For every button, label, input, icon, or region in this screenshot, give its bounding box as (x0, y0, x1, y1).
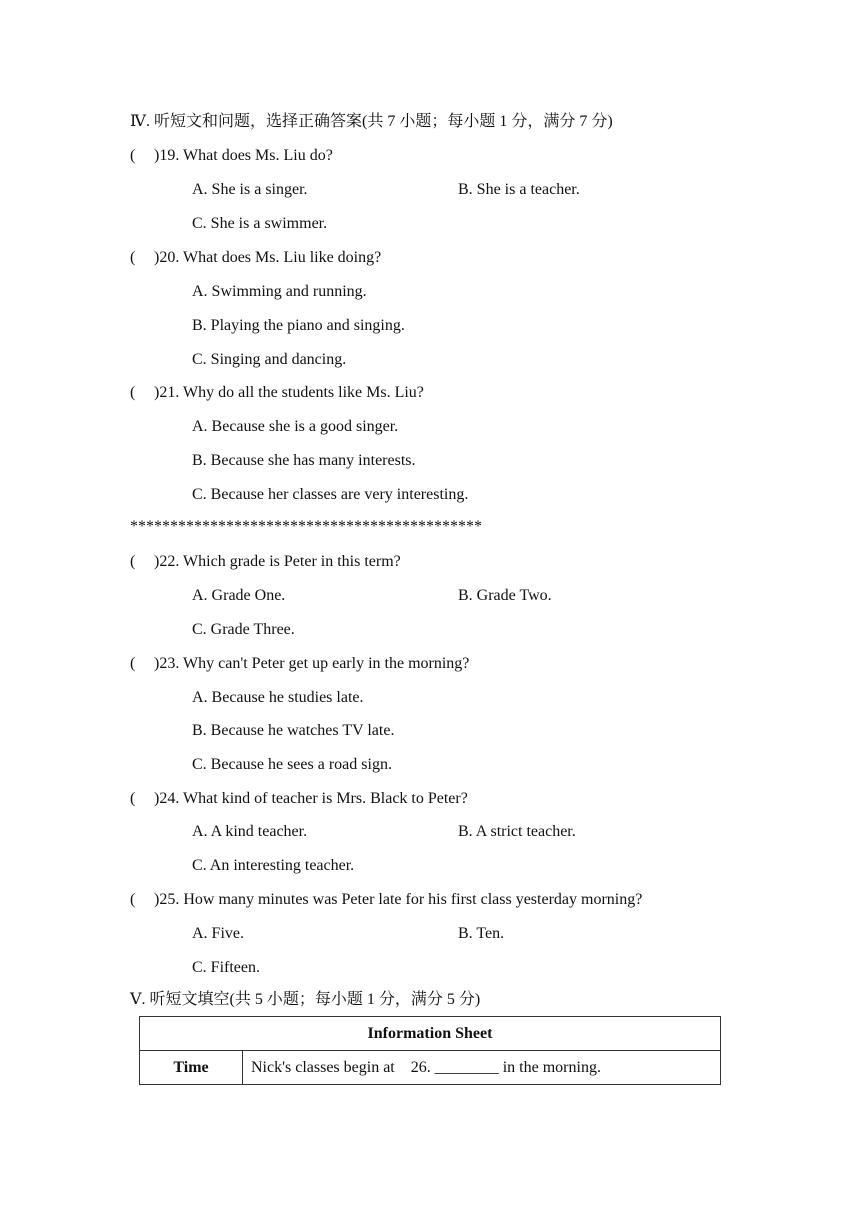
answer-paren: ( (130, 553, 136, 570)
answer-paren: ( (130, 891, 136, 908)
question-25 (130, 890, 642, 910)
option-c: C. Because he sees a road sign. (192, 756, 392, 773)
question-text: )24. What kind of teacher is Mrs. Black to Peter? (154, 790, 468, 807)
section-5-title: Ⅴ. 听短文填空(共 5 小题；每小题 1 分，满分 5 分) (130, 991, 481, 1008)
question-24 (130, 789, 468, 809)
question-text: )23. Why can't Peter get up early in the morning? (154, 655, 470, 672)
question-text: )19. What does Ms. Liu do? (154, 147, 333, 164)
question-20 (130, 248, 381, 268)
answer-paren: ( (130, 790, 136, 807)
table-header: Information Sheet (140, 1017, 721, 1051)
option-a: A. Five. (192, 925, 244, 942)
option-b: B. Because she has many interests. (192, 452, 416, 469)
option-b: B. A strict teacher. (458, 823, 576, 840)
option-c: C. Grade Three. (192, 621, 295, 638)
option-a: A. Because she is a good singer. (192, 418, 399, 435)
question-23 (130, 654, 469, 674)
option-a: A. Grade One. (192, 587, 286, 604)
option-c: C. Singing and dancing. (192, 351, 347, 368)
row-label: Time (140, 1051, 243, 1085)
option-b: B. She is a teacher. (458, 181, 580, 198)
answer-paren: ( (130, 655, 136, 672)
information-sheet-table (139, 1016, 721, 1085)
option-c: C. Because her classes are very interesting. (192, 486, 469, 503)
question-text: )21. Why do all the students like Ms. Liu? (154, 384, 424, 401)
option-a: A. She is a singer. (192, 181, 308, 198)
option-b: B. Ten. (458, 925, 505, 942)
option-b: B. Playing the piano and singing. (192, 317, 405, 334)
option-a: A. Because he studies late. (192, 689, 364, 706)
option-b: B. Because he watches TV late. (192, 722, 395, 739)
section-4-title: Ⅳ. 听短文和问题，选择正确答案(共 7 小题；每小题 1 分，满分 7 分) (130, 113, 613, 130)
row-content: Nick's classes begin at 26. ________ in the morning. (243, 1051, 721, 1085)
option-a: A. A kind teacher. (192, 823, 308, 840)
option-c: C. She is a swimmer. (192, 215, 328, 232)
question-22 (130, 552, 401, 572)
question-21 (130, 383, 424, 403)
question-text: )22. Which grade is Peter in this term? (154, 553, 401, 570)
option-c: C. An interesting teacher. (192, 857, 355, 874)
answer-paren: ( (130, 249, 136, 266)
question-text: )20. What does Ms. Liu like doing? (154, 249, 382, 266)
question-text: )25. How many minutes was Peter late for his first class yesterday morning? (154, 891, 643, 908)
option-c: C. Fifteen. (192, 959, 260, 976)
answer-paren: ( (130, 384, 136, 401)
option-a: A. Swimming and running. (192, 283, 367, 300)
separator: ******************************************** (130, 518, 482, 535)
answer-paren: ( (130, 147, 136, 164)
table-row (140, 1051, 721, 1085)
table-header-row (140, 1017, 721, 1051)
question-19 (130, 146, 333, 166)
option-b: B. Grade Two. (458, 587, 552, 604)
